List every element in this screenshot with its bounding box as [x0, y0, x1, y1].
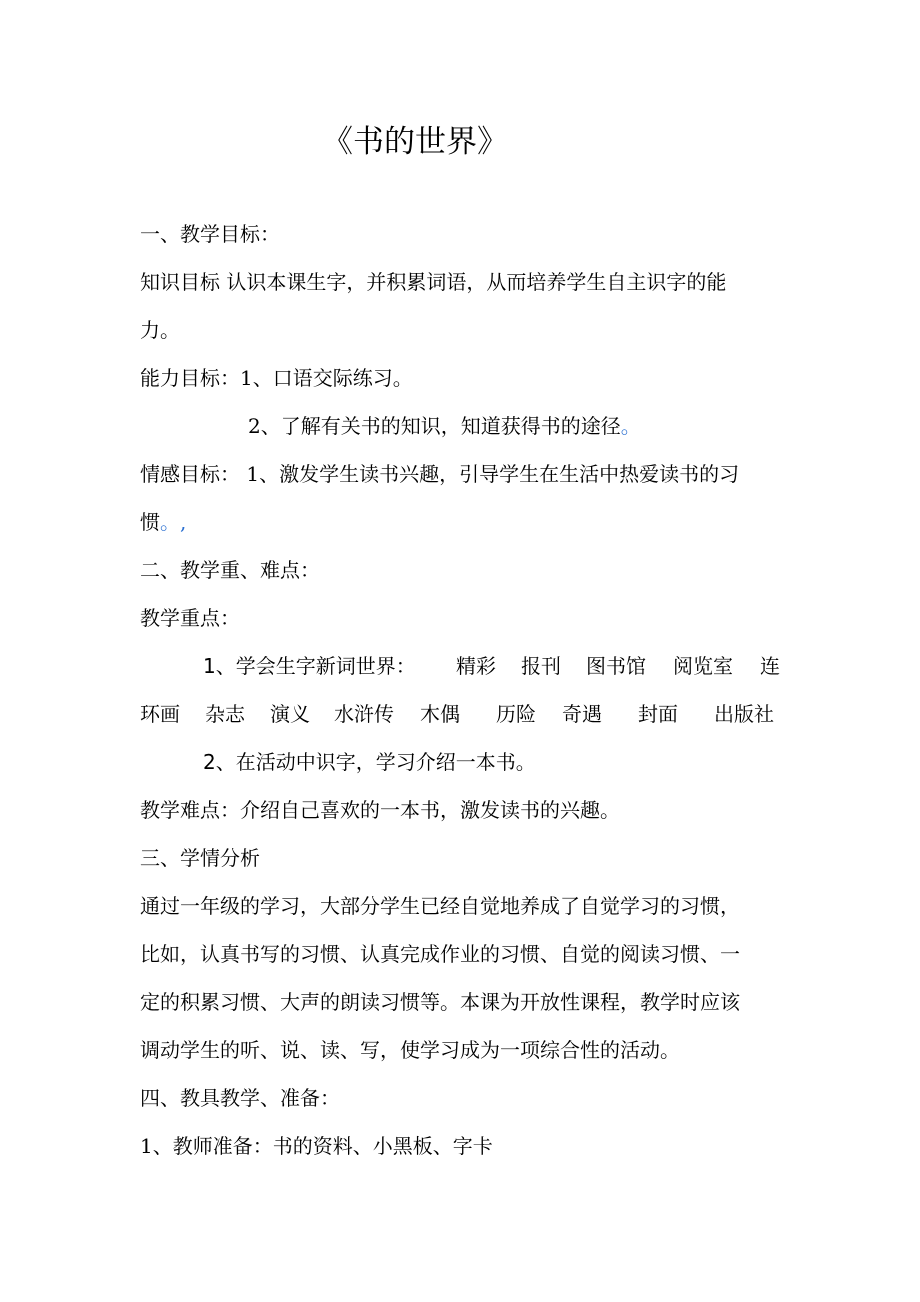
key-points-heading: 教学重点：: [140, 606, 240, 630]
analysis-line-1: 通过一年级的学习，大部分学生已经自觉地养成了自觉学习的习惯，: [140, 894, 740, 918]
ability-goal-2: [248, 414, 641, 438]
emotion-goal-line-1: 情感目标： 1、激发学生读书兴趣，引导学生在生活中热爱读书的习: [140, 462, 740, 486]
vocab-word: 环画: [140, 702, 180, 726]
knowledge-goal-line-2: 力。: [140, 318, 180, 342]
vocab-word: 连: [760, 654, 780, 678]
vocab-word: 阅览室: [673, 654, 733, 678]
ability-goal-2-mark: 。: [620, 414, 641, 438]
section-3-heading: 三、学情分析: [140, 846, 260, 870]
emotion-goal-line-2-mark: 。,: [160, 510, 187, 534]
vocab-word: 图书馆: [586, 654, 646, 678]
ability-goal-1: 能力目标：1、口语交际练习。: [140, 366, 413, 390]
vocab-word: 精彩: [456, 654, 496, 678]
section-4-heading: 四、教具教学、准备：: [140, 1086, 340, 1110]
key-point-2: 2、在活动中识字，学习介绍一本书。: [203, 750, 536, 774]
emotion-goal-line-2-text: 惯: [140, 510, 160, 534]
emotion-goal-line-2: [140, 510, 186, 534]
vocab-word: 水浒传: [334, 702, 394, 726]
key-point-1-intro: 1、学会生字新词世界：: [203, 654, 416, 678]
ability-goal-2-text: 2、了解有关书的知识，知道获得书的途径: [248, 414, 621, 438]
vocab-row-2: [0, 702, 920, 726]
analysis-line-2: 比如，认真书写的习惯、认真完成作业的习惯、自觉的阅读习惯、一: [140, 942, 740, 966]
vocab-word: 演义: [270, 702, 310, 726]
difficulty-line: 教学难点：介绍自己喜欢的一本书，激发读书的兴趣。: [140, 798, 620, 822]
analysis-line-4: 调动学生的听、说、读、写，使学习成为一项综合性的活动。: [140, 1038, 680, 1062]
vocab-word: 木偶: [420, 702, 460, 726]
vocab-row-1: [0, 654, 920, 678]
preparation-line-1: 1、教师准备：书的资料、小黑板、字卡: [140, 1134, 493, 1158]
vocab-word: 杂志: [205, 702, 245, 726]
vocab-word: 封面: [638, 702, 678, 726]
vocab-word: 报刊: [521, 654, 561, 678]
section-2-heading: 二、教学重、难点：: [140, 558, 320, 582]
section-1-heading: 一、教学目标：: [140, 222, 280, 246]
document-title: 《书的世界》: [322, 124, 508, 160]
knowledge-goal-line-1: 知识目标 认识本课生字，并积累词语，从而培养学生自主识字的能: [140, 270, 727, 294]
vocab-word: 出版社: [714, 702, 774, 726]
vocab-word: 奇遇: [562, 702, 602, 726]
analysis-line-3: 定的积累习惯、大声的朗读习惯等。本课为开放性课程，教学时应该: [140, 990, 740, 1014]
vocab-word: 历险: [496, 702, 536, 726]
